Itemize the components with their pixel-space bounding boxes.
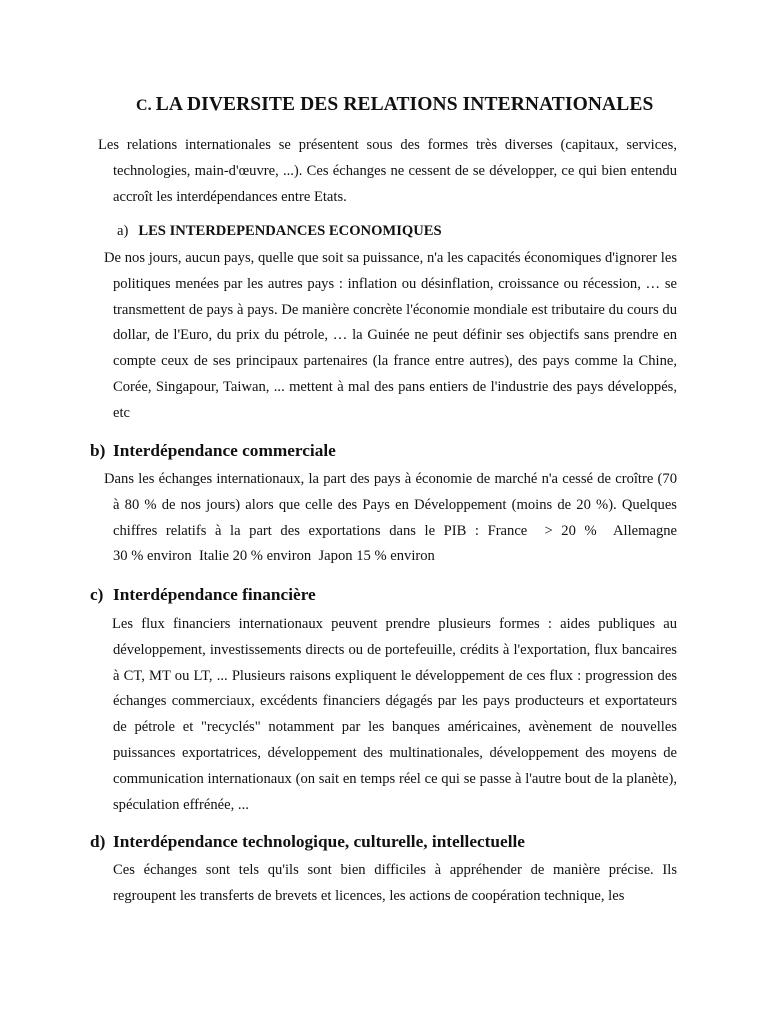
intro-paragraph: Les relations internationales se présentent sous des formes très diverses (capitaux, services, technologies, main-d'œuvre, ...). Ces échanges ne cessent de se développer, ce qui bien entendu accroît les interdépendances entre Etats. [98, 137, 677, 205]
allemagne-label: Allemagne [612, 522, 678, 539]
section-a-marker: a) [117, 223, 129, 239]
section-b-paragraph [96, 467, 677, 570]
allemagne-figure: 30 % environ [113, 548, 192, 565]
section-b-marker: b) [90, 441, 106, 460]
section-c-marker: c) [90, 585, 104, 604]
section-b-text: Dans les échanges internationaux, la part des pays à économie de marché n'a cessé de croître (70 à 80 % de nos jours) alors que celle des Pays en Développement (moins de 20 %). Quelques chiffres relatifs à la part des exportations dans le PIB : France [104, 471, 677, 539]
section-c-heading [90, 585, 316, 605]
section-a-paragraph: De nos jours, aucun pays, quelle que soit sa puissance, n'a les capacités économiques d'ignorer les politiques menées par les autres pays : inflation ou désinflation, croissance ou récession, … se transmettent de pays à pays. De manière concrète l'économie mondiale est tributaire du cours du dollar, de l'Euro, du prix du pétrole, … la Guinée ne peut définir ses objectifs sans prendre en compte ceux de ses principaux partenaires (la france entre autres), des pays comme la Chine, Corée, Singapour, Taiwan, ... mettent à mal des pans entiers de l'industrie des pays développés, etc [104, 250, 677, 421]
japon-figure: Japon 15 % environ [318, 548, 435, 565]
section-a-title: LES INTERDEPENDANCES ECONOMIQUES [138, 223, 442, 239]
section-d-title: Interdépendance technologique, culturelle, intellectuelle [113, 832, 525, 851]
italie-figure: Italie 20 % environ [198, 548, 312, 565]
page-title [136, 94, 653, 116]
france-figure: > 20 % [544, 522, 597, 539]
section-d-marker: d) [90, 832, 106, 851]
title-prefix: C. [136, 97, 152, 114]
section-d-heading [90, 832, 525, 852]
title-text: LA DIVERSITE DES RELATIONS INTERNATIONALES [155, 94, 654, 115]
section-b-heading [90, 441, 336, 461]
section-b-title: Interdépendance commerciale [113, 441, 336, 460]
section-d-paragraph: Ces échanges sont tels qu'ils sont bien difficiles à appréhender de manière précise. Ils regroupent les transferts de brevets et licences, les actions de coopération technique, les [113, 862, 677, 904]
section-c-paragraph: Les flux financiers internationaux peuvent prendre plusieurs formes : aides publiques au développement, investissements directs ou de portefeuille, crédits à l'exportation, flux bancaires à CT, MT ou LT, ... Plusieurs raisons expliquent le développement de ces flux : progression des échanges commerciaux, excédents financiers dégagés par les pays producteurs et exportateurs de pétrole et "recyclés" notamment par les banques américaines, avènement de nouvelles puissances exportatrices, développement des multinationales, développement des moyens de communication internationaux (on sait en temps réel ce qui se passe à l'autre bout de la planète), spéculation effrénée, ... [112, 616, 677, 813]
section-c-title: Interdépendance financière [113, 585, 316, 604]
section-a-heading [117, 223, 442, 240]
